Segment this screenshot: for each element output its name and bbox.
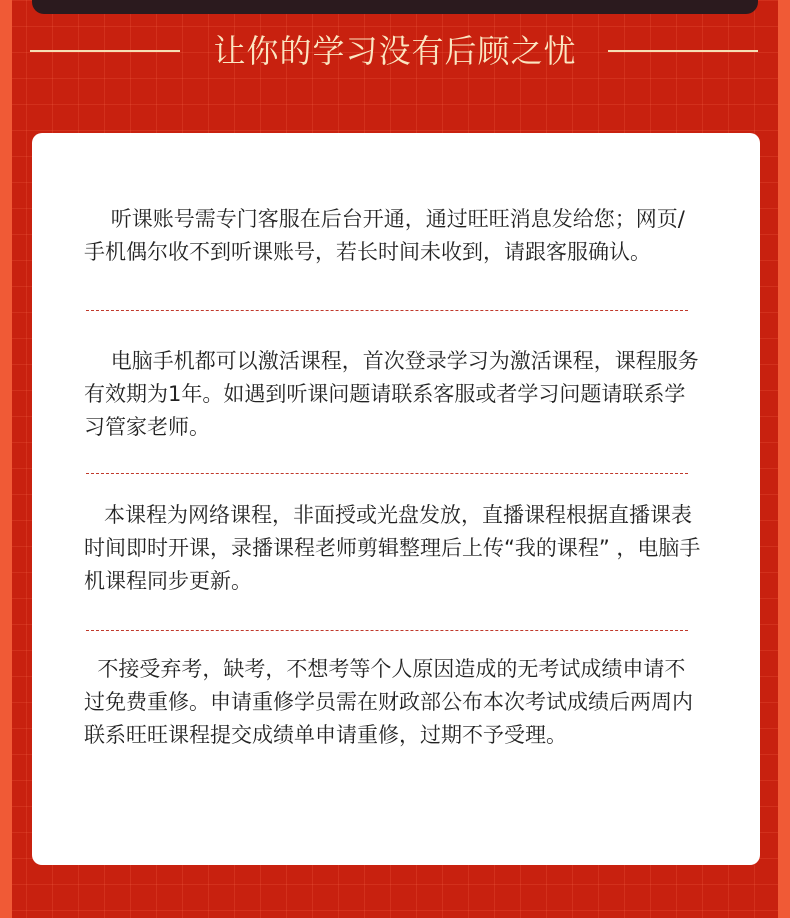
- section-header: [0, 26, 790, 76]
- notice-card: [32, 133, 760, 865]
- section-title: 让你的学习没有后顾之忧: [213, 32, 577, 70]
- dashed-separator: [86, 473, 688, 474]
- dashed-separator: [86, 630, 688, 631]
- title-left-rule: [30, 50, 180, 52]
- notice-paragraph-retake: 不接受弃考，缺考，不想考等个人原因造成的无考试成绩申请不过免费重修。申请重修学员需在财政部公布本次考试成绩后两周内联系旺旺课程提交成绩单申请重修，过期不予受理。: [84, 657, 693, 747]
- left-border-stripe: [0, 0, 12, 918]
- right-border-stripe: [778, 0, 790, 918]
- top-dark-panel-edge: [32, 0, 758, 14]
- notice-paragraph-delivery: 本课程为网络课程，非面授或光盘发放，直播课程根据直播课表时间即时开课，录播课程老师剪辑整理后上传“我的课程” ，电脑手机课程同步更新。: [84, 503, 701, 593]
- notice-paragraph-activation: 电脑手机都可以激活课程，首次登录学习为激活课程，课程服务有效期为1年。如遇到听课问题请联系客服或者学习问题请联系学习管家老师。: [84, 349, 699, 439]
- title-right-rule: [608, 50, 758, 52]
- notice-paragraph-account: 听课账号需专门客服在后台开通，通过旺旺消息发给您；网页/手机偶尔收不到听课账号，若长时间未收到，请跟客服确认。: [84, 207, 685, 264]
- dashed-separator: [86, 310, 688, 311]
